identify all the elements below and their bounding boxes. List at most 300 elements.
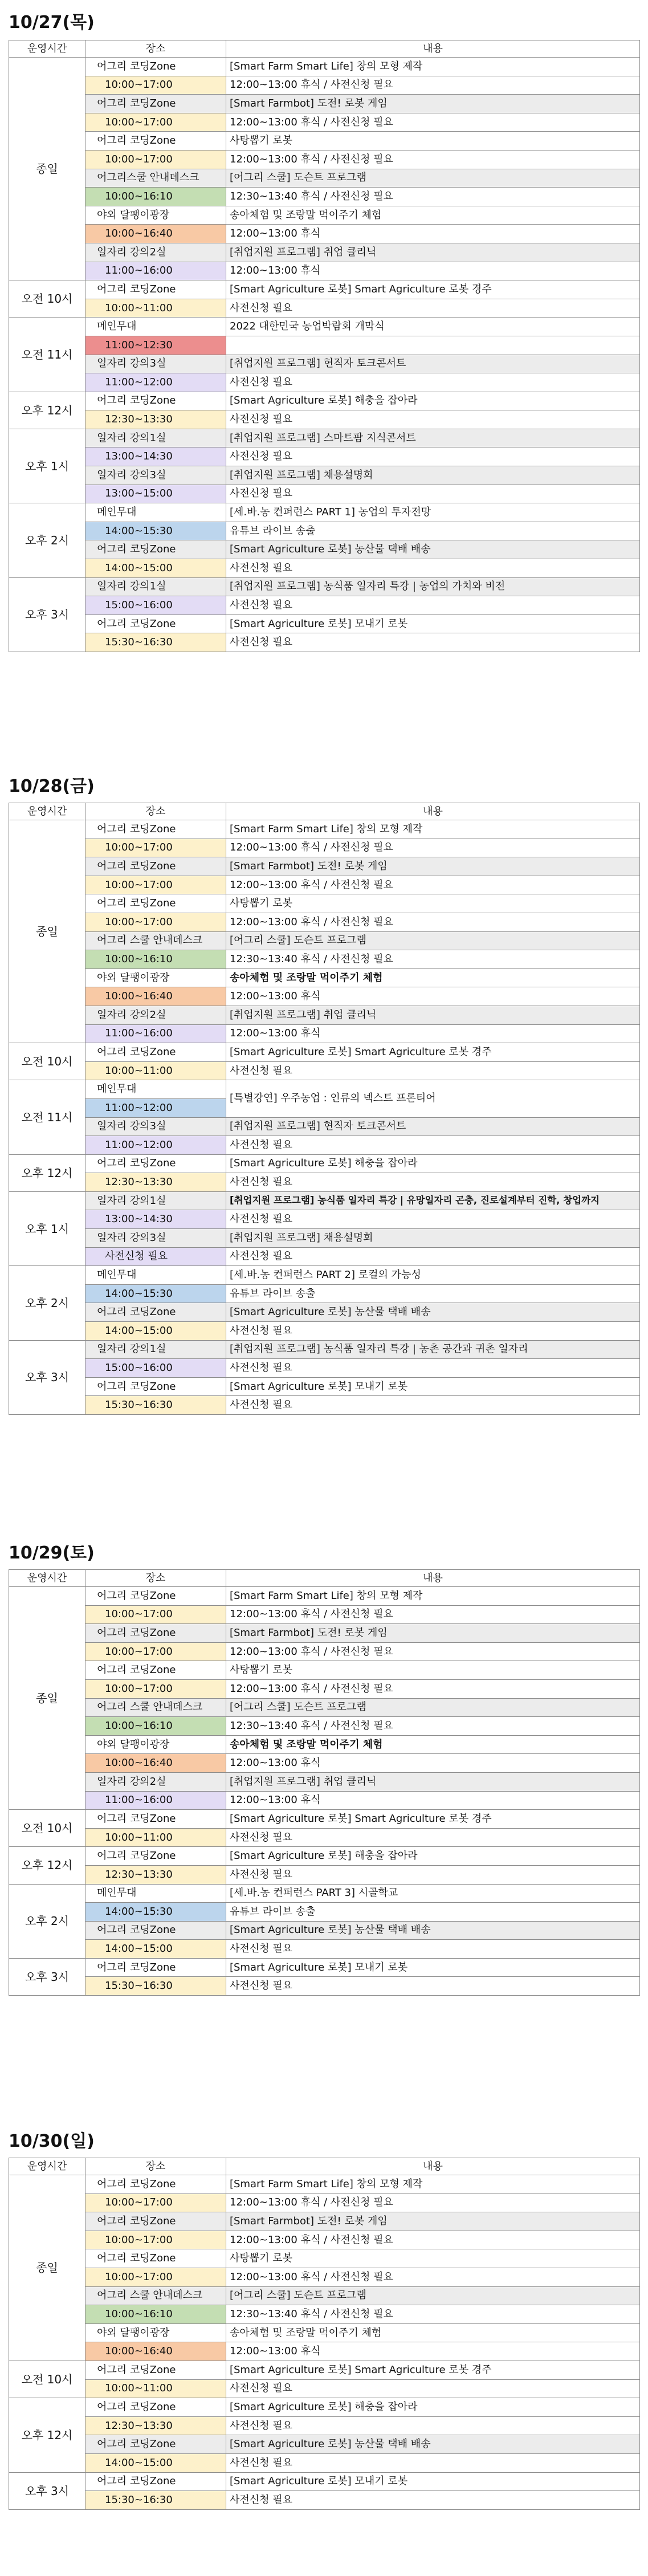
location-cell: 어그리 코딩Zone	[85, 2361, 226, 2379]
table-row	[9, 1043, 640, 1062]
table-row	[9, 857, 640, 876]
operating-time-cell: 오전 10시	[9, 2361, 85, 2398]
program-content-cell: 사전신청 필요	[226, 2379, 640, 2398]
table-row	[9, 894, 640, 913]
location-cell: 일자리 강의3실	[85, 1229, 226, 1248]
program-content-cell: 12:30~13:40 휴식 / 사전신청 필요	[226, 950, 640, 969]
program-content-cell: 사전신청 필요	[226, 559, 640, 578]
program-content-cell: 12:00~13:00 휴식	[226, 1754, 640, 1773]
location-cell: 어그리 코딩Zone	[85, 2212, 226, 2231]
program-content-cell: 유튜브 라이브 송출	[226, 1284, 640, 1303]
location-cell: 어그리 스쿨 안내데스크	[85, 1698, 226, 1717]
program-content-cell: 사탕뽑기 로봇	[226, 894, 640, 913]
program-content-cell: [취업지원 프로그램] 취업 클리닉	[226, 1772, 640, 1791]
table-row	[9, 336, 640, 355]
session-time-cell: 10:00~17:00	[85, 76, 226, 95]
session-time-cell: 10:00~16:10	[85, 1717, 226, 1736]
table-row	[9, 2453, 640, 2472]
program-content-cell: [Smart Agriculture 로봇] Smart Agriculture 로봇 경주	[226, 2361, 640, 2379]
table-row	[9, 299, 640, 318]
table-row	[9, 2379, 640, 2398]
table-row	[9, 2305, 640, 2324]
program-content-cell: 유튜브 라이브 송출	[226, 1903, 640, 1922]
session-time-cell: 14:00~15:00	[85, 1940, 226, 1959]
location-cell: 어그리 스쿨 안내데스크	[85, 931, 226, 950]
location-cell: 야외 달팽이광장	[85, 2323, 226, 2342]
column-header-content: 내용	[226, 2158, 640, 2175]
table-row	[9, 262, 640, 280]
location-cell: 일자리 강의1실	[85, 577, 226, 596]
program-content-cell: 12:00~13:00 휴식 / 사전신청 필요	[226, 913, 640, 931]
table-row	[9, 188, 640, 206]
location-cell: 야외 달팽이광장	[85, 1735, 226, 1754]
table-row	[9, 1359, 640, 1378]
program-content-cell: 12:00~13:00 휴식	[226, 2342, 640, 2361]
table-row	[9, 1642, 640, 1661]
location-cell: 어그리 코딩Zone	[85, 1810, 226, 1829]
session-time-cell: 10:00~17:00	[85, 2231, 226, 2249]
program-content-cell: [어그리 스쿨] 도슨트 프로그램	[226, 169, 640, 188]
table-row	[9, 58, 640, 76]
location-cell: 일자리 강의2실	[85, 1006, 226, 1024]
program-content-cell: [Smart Agriculture 로봇] 모내기 로봇	[226, 2472, 640, 2491]
program-content-cell: [어그리 스쿨] 도슨트 프로그램	[226, 2286, 640, 2305]
program-content-cell: 12:00~13:00 휴식 / 사전신청 필요	[226, 876, 640, 894]
operating-time-cell: 종일	[9, 820, 85, 1043]
table-row	[9, 1247, 640, 1266]
session-time-cell: 10:00~16:40	[85, 987, 226, 1006]
program-content-cell: 12:30~13:40 휴식 / 사전신청 필요	[226, 1717, 640, 1736]
location-cell: 어그리 코딩Zone	[85, 615, 226, 633]
program-content-cell: [세.바.농 컨퍼런스 PART 3] 시골학교	[226, 1884, 640, 1903]
operating-time-cell: 오후 3시	[9, 1958, 85, 1995]
table-row	[9, 1117, 640, 1136]
table-row	[9, 95, 640, 113]
session-time-cell: 10:00~11:00	[85, 1828, 226, 1847]
session-time-cell: 10:00~17:00	[85, 1679, 226, 1698]
table-row	[9, 466, 640, 485]
table-row	[9, 150, 640, 169]
program-content-cell: 사전신청 필요	[226, 1210, 640, 1229]
table-row	[9, 76, 640, 95]
operating-time-cell: 오후 12시	[9, 392, 85, 429]
location-cell: 어그리 코딩Zone	[85, 95, 226, 113]
program-content-cell: 사전신청 필요	[226, 1865, 640, 1884]
column-header-content: 내용	[226, 803, 640, 820]
table-header-row	[9, 2158, 640, 2175]
location-cell: 어그리 코딩Zone	[85, 1154, 226, 1173]
program-content-cell: 12:00~13:00 휴식 / 사전신청 필요	[226, 1605, 640, 1624]
table-row	[9, 633, 640, 652]
program-content-cell: 12:00~13:00 휴식	[226, 1024, 640, 1043]
table-row	[9, 410, 640, 429]
session-time-cell: 10:00~17:00	[85, 113, 226, 132]
table-row	[9, 2249, 640, 2268]
session-time-cell: 12:30~13:30	[85, 1173, 226, 1192]
location-cell: 어그리 코딩Zone	[85, 2472, 226, 2491]
table-row	[9, 1229, 640, 1248]
program-content-cell: [Smart Agriculture 로봇] 농산물 택배 배송	[226, 1921, 640, 1940]
table-row	[9, 1847, 640, 1866]
program-content-cell: 2022 대한민국 농업박람회 개막식	[226, 318, 640, 336]
table-row	[9, 1605, 640, 1624]
table-row	[9, 392, 640, 410]
column-header-place: 장소	[85, 40, 226, 58]
program-content-cell: [Smart Agriculture 로봇] 농산물 택배 배송	[226, 540, 640, 559]
program-content-cell: [특별강연] 우주농업 : 인류의 넥스트 프론티어	[226, 1080, 640, 1117]
table-row	[9, 1061, 640, 1080]
program-content-cell: 12:00~13:00 휴식 / 사전신청 필요	[226, 2194, 640, 2212]
program-content-cell: 송아체험 및 조랑말 먹이주기 체험	[226, 2323, 640, 2342]
program-content-cell: 12:00~13:00 휴식 / 사전신청 필요	[226, 150, 640, 169]
table-row	[9, 206, 640, 225]
column-header-place: 장소	[85, 2158, 226, 2175]
program-content-cell: [Smart Agriculture 로봇] Smart Agriculture 로봇 경주	[226, 280, 640, 299]
operating-time-cell: 종일	[9, 2175, 85, 2361]
operating-time-cell: 오후 3시	[9, 1340, 85, 1414]
table-header-row	[9, 1570, 640, 1587]
table-row	[9, 615, 640, 633]
program-content-cell: 송아체험 및 조랑말 먹이주기 체험	[226, 968, 640, 987]
session-time-cell: 14:00~15:30	[85, 1284, 226, 1303]
session-time-cell: 13:00~14:30	[85, 447, 226, 466]
program-content-cell: 12:30~13:40 휴식 / 사전신청 필요	[226, 188, 640, 206]
session-time-cell: 10:00~16:40	[85, 2342, 226, 2361]
location-cell: 어그리 코딩Zone	[85, 1303, 226, 1322]
column-header-content: 내용	[226, 40, 640, 58]
location-cell: 어그리 코딩Zone	[85, 58, 226, 76]
location-cell: 메인무대	[85, 1080, 226, 1099]
location-cell: 어그리 코딩Zone	[85, 2398, 226, 2417]
program-content-cell: 12:00~13:00 휴식	[226, 262, 640, 280]
operating-time-cell: 오후 2시	[9, 1884, 85, 1958]
location-cell: 야외 달팽이광장	[85, 206, 226, 225]
table-row	[9, 950, 640, 969]
table-row	[9, 243, 640, 262]
session-time-cell: 10:00~17:00	[85, 876, 226, 894]
table-row	[9, 1865, 640, 1884]
session-time-cell: 14:00~15:00	[85, 2453, 226, 2472]
operating-time-cell: 오전 11시	[9, 1080, 85, 1154]
table-row	[9, 1173, 640, 1192]
column-header-time: 운영시간	[9, 1570, 85, 1587]
program-content-cell: 사전신청 필요	[226, 485, 640, 503]
program-content-cell: 사전신청 필요	[226, 1396, 640, 1415]
session-time-cell: 15:00~16:00	[85, 1359, 226, 1378]
table-row	[9, 1717, 640, 1736]
session-time-cell: 11:00~12:00	[85, 1136, 226, 1155]
program-content-cell: 사전신청 필요	[226, 1136, 640, 1155]
session-time-cell: 11:00~12:00	[85, 373, 226, 392]
table-row	[9, 2342, 640, 2361]
location-cell: 일자리 강의3실	[85, 355, 226, 373]
program-content-cell: 12:00~13:00 휴식 / 사전신청 필요	[226, 1679, 640, 1698]
program-content-cell: [Smart Farmbot] 도전! 로봇 게임	[226, 857, 640, 876]
table-row	[9, 2398, 640, 2417]
operating-time-cell: 오전 10시	[9, 1043, 85, 1080]
session-time-cell: 10:00~17:00	[85, 1642, 226, 1661]
location-cell: 어그리 코딩Zone	[85, 1661, 226, 1680]
location-cell: 어그리 코딩Zone	[85, 540, 226, 559]
program-content-cell: 12:00~13:00 휴식 / 사전신청 필요	[226, 839, 640, 857]
program-content-cell: 사전신청 필요	[226, 1359, 640, 1378]
program-content-cell: [세.바.농 컨퍼런스 PART 1] 농업의 투자전망	[226, 503, 640, 522]
location-cell: 일자리 강의2실	[85, 243, 226, 262]
program-content-cell: 12:00~13:00 휴식	[226, 987, 640, 1006]
table-row	[9, 1735, 640, 1754]
program-content-cell: [Smart Agriculture 로봇] 모내기 로봇	[226, 615, 640, 633]
table-row	[9, 2472, 640, 2491]
session-time-cell: 10:00~11:00	[85, 2379, 226, 2398]
program-content-cell: [취업지원 프로그램] 채용설명회	[226, 466, 640, 485]
program-content-cell: 사전신청 필요	[226, 596, 640, 615]
table-row	[9, 1958, 640, 1977]
session-time-cell: 15:30~16:30	[85, 1396, 226, 1415]
program-content-cell: 사전신청 필요	[226, 1977, 640, 1996]
session-time-cell: 12:30~13:30	[85, 410, 226, 429]
table-row	[9, 1679, 640, 1698]
location-cell: 메인무대	[85, 503, 226, 522]
program-content-cell: [Smart Farm Smart Life] 창의 모형 제작	[226, 58, 640, 76]
table-row	[9, 225, 640, 243]
schedule-table	[9, 2158, 640, 2510]
program-content-cell: [취업지원 프로그램] 현직자 토크콘서트	[226, 1117, 640, 1136]
location-cell: 어그리 코딩Zone	[85, 857, 226, 876]
program-content-cell: [취업지원 프로그램] 취업 클리닉	[226, 1006, 640, 1024]
day-title: 10/28(금)	[9, 776, 95, 796]
table-row	[9, 355, 640, 373]
session-time-cell: 10:00~11:00	[85, 299, 226, 318]
table-row	[9, 1624, 640, 1643]
session-time-cell: 14:00~15:30	[85, 1903, 226, 1922]
program-content-cell: [세.바.농 컨퍼런스 PART 2] 로컬의 가능성	[226, 1266, 640, 1285]
location-cell: 어그리 코딩Zone	[85, 894, 226, 913]
session-time-cell: 10:00~11:00	[85, 1061, 226, 1080]
schedule-table	[9, 803, 640, 1415]
program-content-cell: 사전신청 필요	[226, 410, 640, 429]
program-content-cell: 사전신청 필요	[226, 1828, 640, 1847]
location-cell: 일자리 강의1실	[85, 1340, 226, 1359]
session-time-cell: 11:00~16:00	[85, 262, 226, 280]
location-cell: 어그리 코딩Zone	[85, 1624, 226, 1643]
program-content-cell: 송아체험 및 조랑말 먹이주기 체험	[226, 206, 640, 225]
location-cell: 어그리 코딩Zone	[85, 2175, 226, 2194]
column-header-time: 운영시간	[9, 40, 85, 58]
location-cell: 어그리 코딩Zone	[85, 132, 226, 150]
table-row	[9, 1191, 640, 1210]
program-content-cell: 사전신청 필요	[226, 2453, 640, 2472]
program-content-cell: [취업지원 프로그램] 현직자 토크콘서트	[226, 355, 640, 373]
session-time-cell: 10:00~16:40	[85, 225, 226, 243]
program-content-cell: [Smart Farm Smart Life] 창의 모형 제작	[226, 1587, 640, 1606]
session-time-cell: 사전신청 필요	[85, 1247, 226, 1266]
schedule-table	[9, 1569, 640, 1996]
schedule-table	[9, 40, 640, 652]
program-content-cell: 송아체험 및 조랑말 먹이주기 체험	[226, 1735, 640, 1754]
program-content-cell: [어그리 스쿨] 도슨트 프로그램	[226, 931, 640, 950]
table-row	[9, 1791, 640, 1810]
location-cell: 어그리 스쿨 안내데스크	[85, 2286, 226, 2305]
table-row	[9, 1154, 640, 1173]
table-row	[9, 429, 640, 447]
session-time-cell: 10:00~16:10	[85, 2305, 226, 2324]
table-row	[9, 2231, 640, 2249]
program-content-cell: [취업지원 프로그램] 채용설명회	[226, 1229, 640, 1248]
operating-time-cell: 오후 12시	[9, 2398, 85, 2472]
operating-time-cell: 오후 2시	[9, 503, 85, 577]
table-row	[9, 522, 640, 540]
table-row	[9, 540, 640, 559]
program-content-cell: [취업지원 프로그램] 농식품 일자리 특강 | 유망일자리 곤충, 진로설계부터 진학, 창업까지	[226, 1191, 640, 1210]
session-time-cell: 11:00~12:30	[85, 336, 226, 355]
table-header-row	[9, 40, 640, 58]
location-cell: 어그리 코딩Zone	[85, 392, 226, 410]
program-content-cell: [Smart Agriculture 로봇] 해충을 잡아라	[226, 2398, 640, 2417]
location-cell: 어그리 코딩Zone	[85, 1921, 226, 1940]
operating-time-cell: 오전 10시	[9, 1810, 85, 1847]
program-content-cell: 사전신청 필요	[226, 2416, 640, 2435]
table-row	[9, 132, 640, 150]
column-header-place: 장소	[85, 803, 226, 820]
column-header-time: 운영시간	[9, 803, 85, 820]
table-row	[9, 1266, 640, 1285]
program-content-cell: 12:00~13:00 휴식	[226, 1791, 640, 1810]
session-time-cell: 11:00~16:00	[85, 1024, 226, 1043]
session-time-cell: 13:00~14:30	[85, 1210, 226, 1229]
session-time-cell: 10:00~17:00	[85, 913, 226, 931]
table-row	[9, 2268, 640, 2286]
table-row	[9, 2194, 640, 2212]
table-row	[9, 113, 640, 132]
location-cell: 메인무대	[85, 1884, 226, 1903]
program-content-cell: [Smart Agriculture 로봇] Smart Agriculture 로봇 경주	[226, 1043, 640, 1062]
program-content-cell: 사탕뽑기 로봇	[226, 2249, 640, 2268]
program-content-cell: [취업지원 프로그램] 농식품 일자리 특강 | 농촌 공간과 귀촌 일자리	[226, 1340, 640, 1359]
table-row	[9, 2491, 640, 2510]
session-time-cell: 15:30~16:30	[85, 2491, 226, 2510]
session-time-cell: 15:30~16:30	[85, 1977, 226, 1996]
session-time-cell: 10:00~16:10	[85, 950, 226, 969]
operating-time-cell: 오후 2시	[9, 1266, 85, 1340]
session-time-cell: 12:30~13:30	[85, 2416, 226, 2435]
table-row	[9, 1340, 640, 1359]
column-header-place: 장소	[85, 1570, 226, 1587]
table-row	[9, 1322, 640, 1341]
table-row	[9, 1136, 640, 1155]
table-row	[9, 987, 640, 1006]
program-content-cell: 12:00~13:00 휴식 / 사전신청 필요	[226, 113, 640, 132]
operating-time-cell: 오후 1시	[9, 429, 85, 503]
table-row	[9, 2323, 640, 2342]
program-content-cell: [Smart Agriculture 로봇] 해충을 잡아라	[226, 392, 640, 410]
table-row	[9, 1977, 640, 1996]
location-cell: 어그리 코딩Zone	[85, 1043, 226, 1062]
session-time-cell: 14:00~15:00	[85, 559, 226, 578]
program-content-cell: [Smart Agriculture 로봇] 농산물 택배 배송	[226, 2435, 640, 2454]
program-content-cell	[226, 336, 640, 355]
session-time-cell: 13:00~15:00	[85, 485, 226, 503]
column-header-content: 내용	[226, 1570, 640, 1587]
location-cell: 어그리 코딩Zone	[85, 1847, 226, 1866]
table-row	[9, 596, 640, 615]
table-row	[9, 1396, 640, 1415]
program-content-cell: 12:00~13:00 휴식 / 사전신청 필요	[226, 76, 640, 95]
table-row	[9, 373, 640, 392]
table-row	[9, 447, 640, 466]
table-row	[9, 1884, 640, 1903]
day-title: 10/29(토)	[9, 1543, 95, 1563]
table-row	[9, 913, 640, 931]
program-content-cell: [Smart Farmbot] 도전! 로봇 게임	[226, 95, 640, 113]
program-content-cell: [Smart Agriculture 로봇] 모내기 로봇	[226, 1377, 640, 1396]
session-time-cell: 10:00~16:10	[85, 188, 226, 206]
program-content-cell: [Smart Farm Smart Life] 창의 모형 제작	[226, 2175, 640, 2194]
day-title: 10/27(목)	[9, 13, 95, 32]
program-content-cell: 12:30~13:40 휴식 / 사전신청 필요	[226, 2305, 640, 2324]
session-time-cell: 12:30~13:30	[85, 1865, 226, 1884]
location-cell: 일자리 강의1실	[85, 1191, 226, 1210]
location-cell: 어그리스쿨 안내데스크	[85, 169, 226, 188]
table-row	[9, 1698, 640, 1717]
program-content-cell: 12:00~13:00 휴식	[226, 225, 640, 243]
program-content-cell: 사탕뽑기 로봇	[226, 132, 640, 150]
table-row	[9, 1080, 640, 1099]
table-row	[9, 503, 640, 522]
session-time-cell: 10:00~17:00	[85, 2268, 226, 2286]
table-row	[9, 1772, 640, 1791]
program-content-cell: [어그리 스쿨] 도슨트 프로그램	[226, 1698, 640, 1717]
table-row	[9, 2175, 640, 2194]
table-row	[9, 318, 640, 336]
program-content-cell: [Smart Agriculture 로봇] Smart Agriculture 로봇 경주	[226, 1810, 640, 1829]
program-content-cell: 12:00~13:00 휴식 / 사전신청 필요	[226, 2231, 640, 2249]
program-content-cell: [Smart Agriculture 로봇] 해충을 잡아라	[226, 1154, 640, 1173]
operating-time-cell: 오후 12시	[9, 1154, 85, 1191]
location-cell: 어그리 코딩Zone	[85, 280, 226, 299]
table-row	[9, 280, 640, 299]
table-row	[9, 1284, 640, 1303]
table-row	[9, 1903, 640, 1922]
table-row	[9, 1661, 640, 1680]
session-time-cell: 15:30~16:30	[85, 633, 226, 652]
table-row	[9, 839, 640, 857]
session-time-cell: 11:00~12:00	[85, 1098, 226, 1117]
operating-time-cell: 오후 3시	[9, 577, 85, 652]
session-time-cell: 10:00~16:40	[85, 1754, 226, 1773]
table-row	[9, 2416, 640, 2435]
location-cell: 일자리 강의3실	[85, 466, 226, 485]
location-cell: 일자리 강의3실	[85, 1117, 226, 1136]
table-row	[9, 876, 640, 894]
session-time-cell: 14:00~15:00	[85, 1322, 226, 1341]
table-row	[9, 577, 640, 596]
session-time-cell: 14:00~15:30	[85, 522, 226, 540]
operating-time-cell: 오전 11시	[9, 318, 85, 392]
program-content-cell: 사탕뽑기 로봇	[226, 1661, 640, 1680]
operating-time-cell: 오후 12시	[9, 1847, 85, 1884]
table-header-row	[9, 803, 640, 820]
program-content-cell: 사전신청 필요	[226, 1940, 640, 1959]
table-row	[9, 169, 640, 188]
program-content-cell: 사전신청 필요	[226, 373, 640, 392]
program-content-cell: [취업지원 프로그램] 취업 클리닉	[226, 243, 640, 262]
location-cell: 야외 달팽이광장	[85, 968, 226, 987]
program-content-cell: [Smart Farmbot] 도전! 로봇 게임	[226, 2212, 640, 2231]
table-row	[9, 2212, 640, 2231]
table-row	[9, 2361, 640, 2379]
table-row	[9, 2435, 640, 2454]
location-cell: 어그리 코딩Zone	[85, 2249, 226, 2268]
